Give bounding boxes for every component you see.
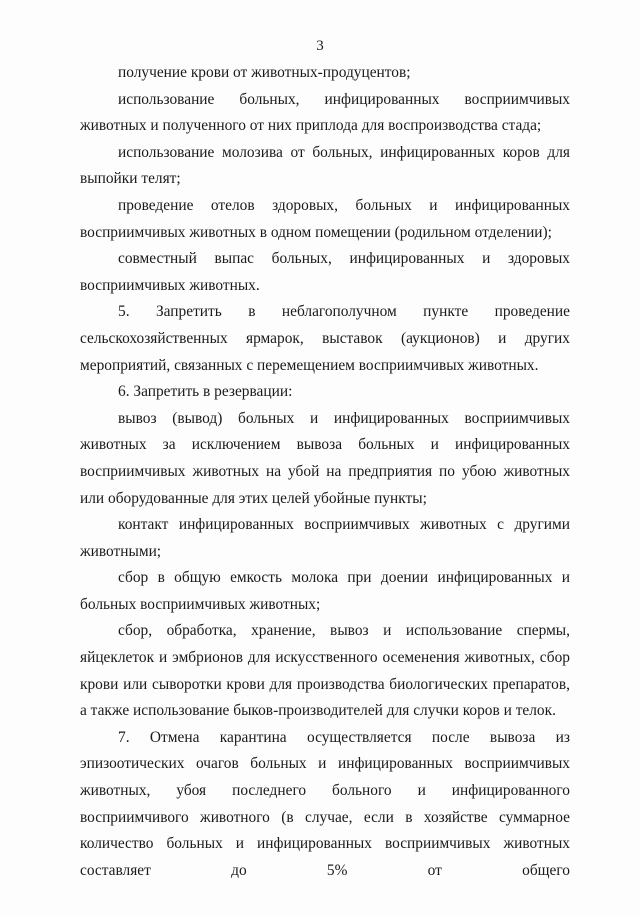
paragraph-item-5: 5. Запретить в неблагополучном пункте проведение сельскохозяйственных ярмарок, выставок (аукционов) и других мероприятий, связанных с перемещением восприимчивых животных.: [80, 303, 570, 374]
paragraph-semen: сбор, обработка, хранение, вывоз и использование спермы, яйцеклеток и эмбрионов для искусственного осеменения животных, сбор крови или сыворотки крови для производства биологических препаратов, а также использование быков-производителей для случки коров и телок.: [80, 622, 570, 720]
paragraph-grazing: совместный выпас больных, инфицированных и здоровых восприимчивых животных.: [80, 250, 570, 294]
page-number: 3: [316, 38, 324, 54]
paragraph-contact: контакт инфицированных восприимчивых животных с другими животными;: [80, 516, 570, 560]
paragraph-item-6: 6. Запретить в резервации:: [118, 383, 293, 401]
paragraph-breeding-use: использование больных, инфицированных восприимчивых животных и полученного от них приплода для воспроизводства стада;: [80, 90, 570, 135]
document-body: [80, 60, 570, 884]
paragraph-removal: вывоз (вывод) больных и инфицированных восприимчивых животных за исключением вывоза больных и инфицированных восприимчивых животных на убой на предприятия по убою животных или оборудованные для этих целей убойные пункты;: [80, 409, 570, 507]
paragraph-item-7: 7. Отмена карантина осуществляется после вывоза из эпизоотических очагов больных и инфицированных восприимчивых животных, убоя последнего больного и инфицированного восприимчивого животного (в случае, если в хозяйстве суммарное количество больных и инфицированных восприимчивых животных составляет до 5% от общего: [80, 728, 570, 879]
paragraph-blood-collection: получение крови от животных-продуцентов;: [118, 64, 411, 81]
paragraph-calving: проведение отелов здоровых, больных и инфицированных восприимчивых животных в одном помещении (родильном отделении);: [80, 196, 570, 241]
paragraph-colostrum: использование молозива от больных, инфицированных коров для выпойки телят;: [80, 143, 570, 188]
paragraph-milk: сбор в общую емкость молока при доении инфицированных и больных восприимчивых животных;: [80, 569, 570, 613]
